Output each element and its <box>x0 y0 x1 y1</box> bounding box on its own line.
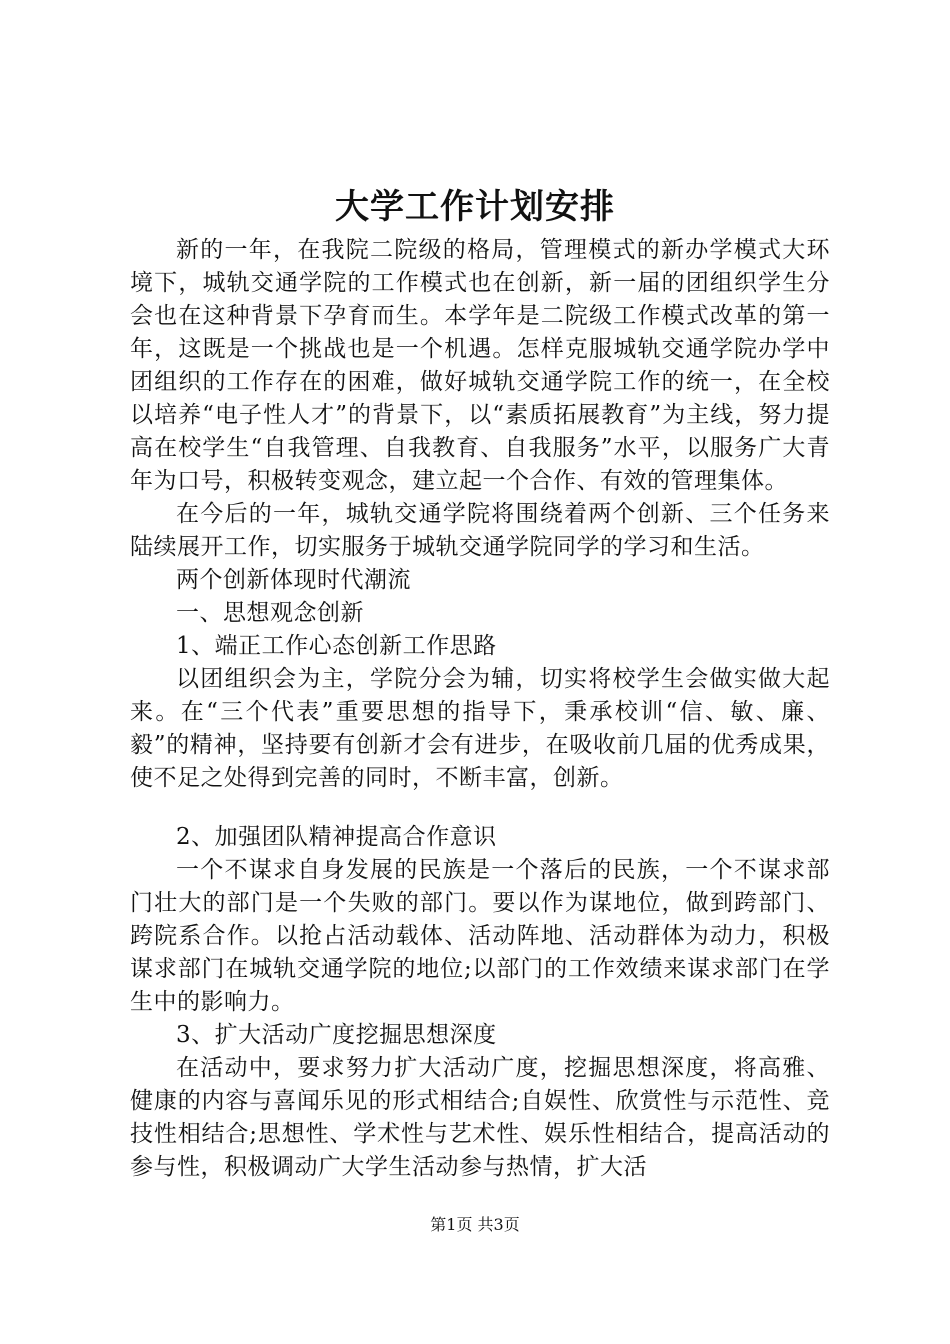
paragraph-spacer <box>130 795 830 821</box>
paragraph-3: 在活动中，要求努力扩大活动广度，挖掘思想深度，将高雅、健康的内容与喜闻乐见的形式相结合;自娱性、欣赏性与示范性、竞技性相结合;思想性、学术性与艺术性、娱乐性相结合，提高活动的参与性，积极调动广大学生活动参与热情，扩大活 <box>130 1055 830 1180</box>
subheading-2: 2、加强团队精神提高合作意识 <box>176 824 497 850</box>
section-heading-one: 一、思想观念创新 <box>176 600 364 626</box>
section-heading-innovation: 两个创新体现时代潮流 <box>176 567 411 593</box>
intro-paragraph: 新的一年，在我院二院级的格局，管理模式的新办学模式大环境下，城轨交通学院的工作模式也在创新，新一届的团组织学生分会也在这种背景下孕育而生。本学年是二院级工作模式改革的第一年，这既是一个挑战也是一个机遇。怎样克服城轨交通学院办学中团组织的工作存在的困难，做好城轨交通学院工作的统一，在全校以培养“电子性人才”的背景下，以“素质拓展教育”为主线，努力提高在校学生“自我管理、自我教育、自我服务”水平，以服务广大青年为口号，积极转变观念，建立起一个合作、有效的管理集体。 <box>130 237 830 494</box>
overview-paragraph: 在今后的一年，城轨交通学院将围绕着两个创新、三个任务来陆续展开工作，切实服务于城轨交通学院同学的学习和生活。 <box>130 501 830 560</box>
document-title: 大学工作计划安排 <box>335 187 615 227</box>
paragraph-1: 以团组织会为主，学院分会为辅，切实将校学生会做实做大起来。在“三个代表”重要思想的指导下，秉承校训“信、敏、廉、毅”的精神，坚持要有创新才会有进步，在吸收前几届的优秀成果，使不足之处得到完善的同时，不断丰富，创新。 <box>130 666 830 791</box>
document-body <box>130 234 830 1184</box>
paragraph-2: 一个不谋求自身发展的民族是一个落后的民族，一个不谋求部门壮大的部门是一个失败的部门。要以作为谋地位，做到跨部门、跨院系合作。以抢占活动载体、活动阵地、活动群体为动力，积极谋求部门在城轨交通学院的地位;以部门的工作效绩来谋求部门在学生中的影响力。 <box>130 857 830 1015</box>
subheading-3: 3、扩大活动广度挖掘思想深度 <box>176 1022 497 1048</box>
subheading-1: 1、端正工作心态创新工作思路 <box>176 633 497 659</box>
page-footer: 第1页 共3页 <box>430 1215 520 1234</box>
